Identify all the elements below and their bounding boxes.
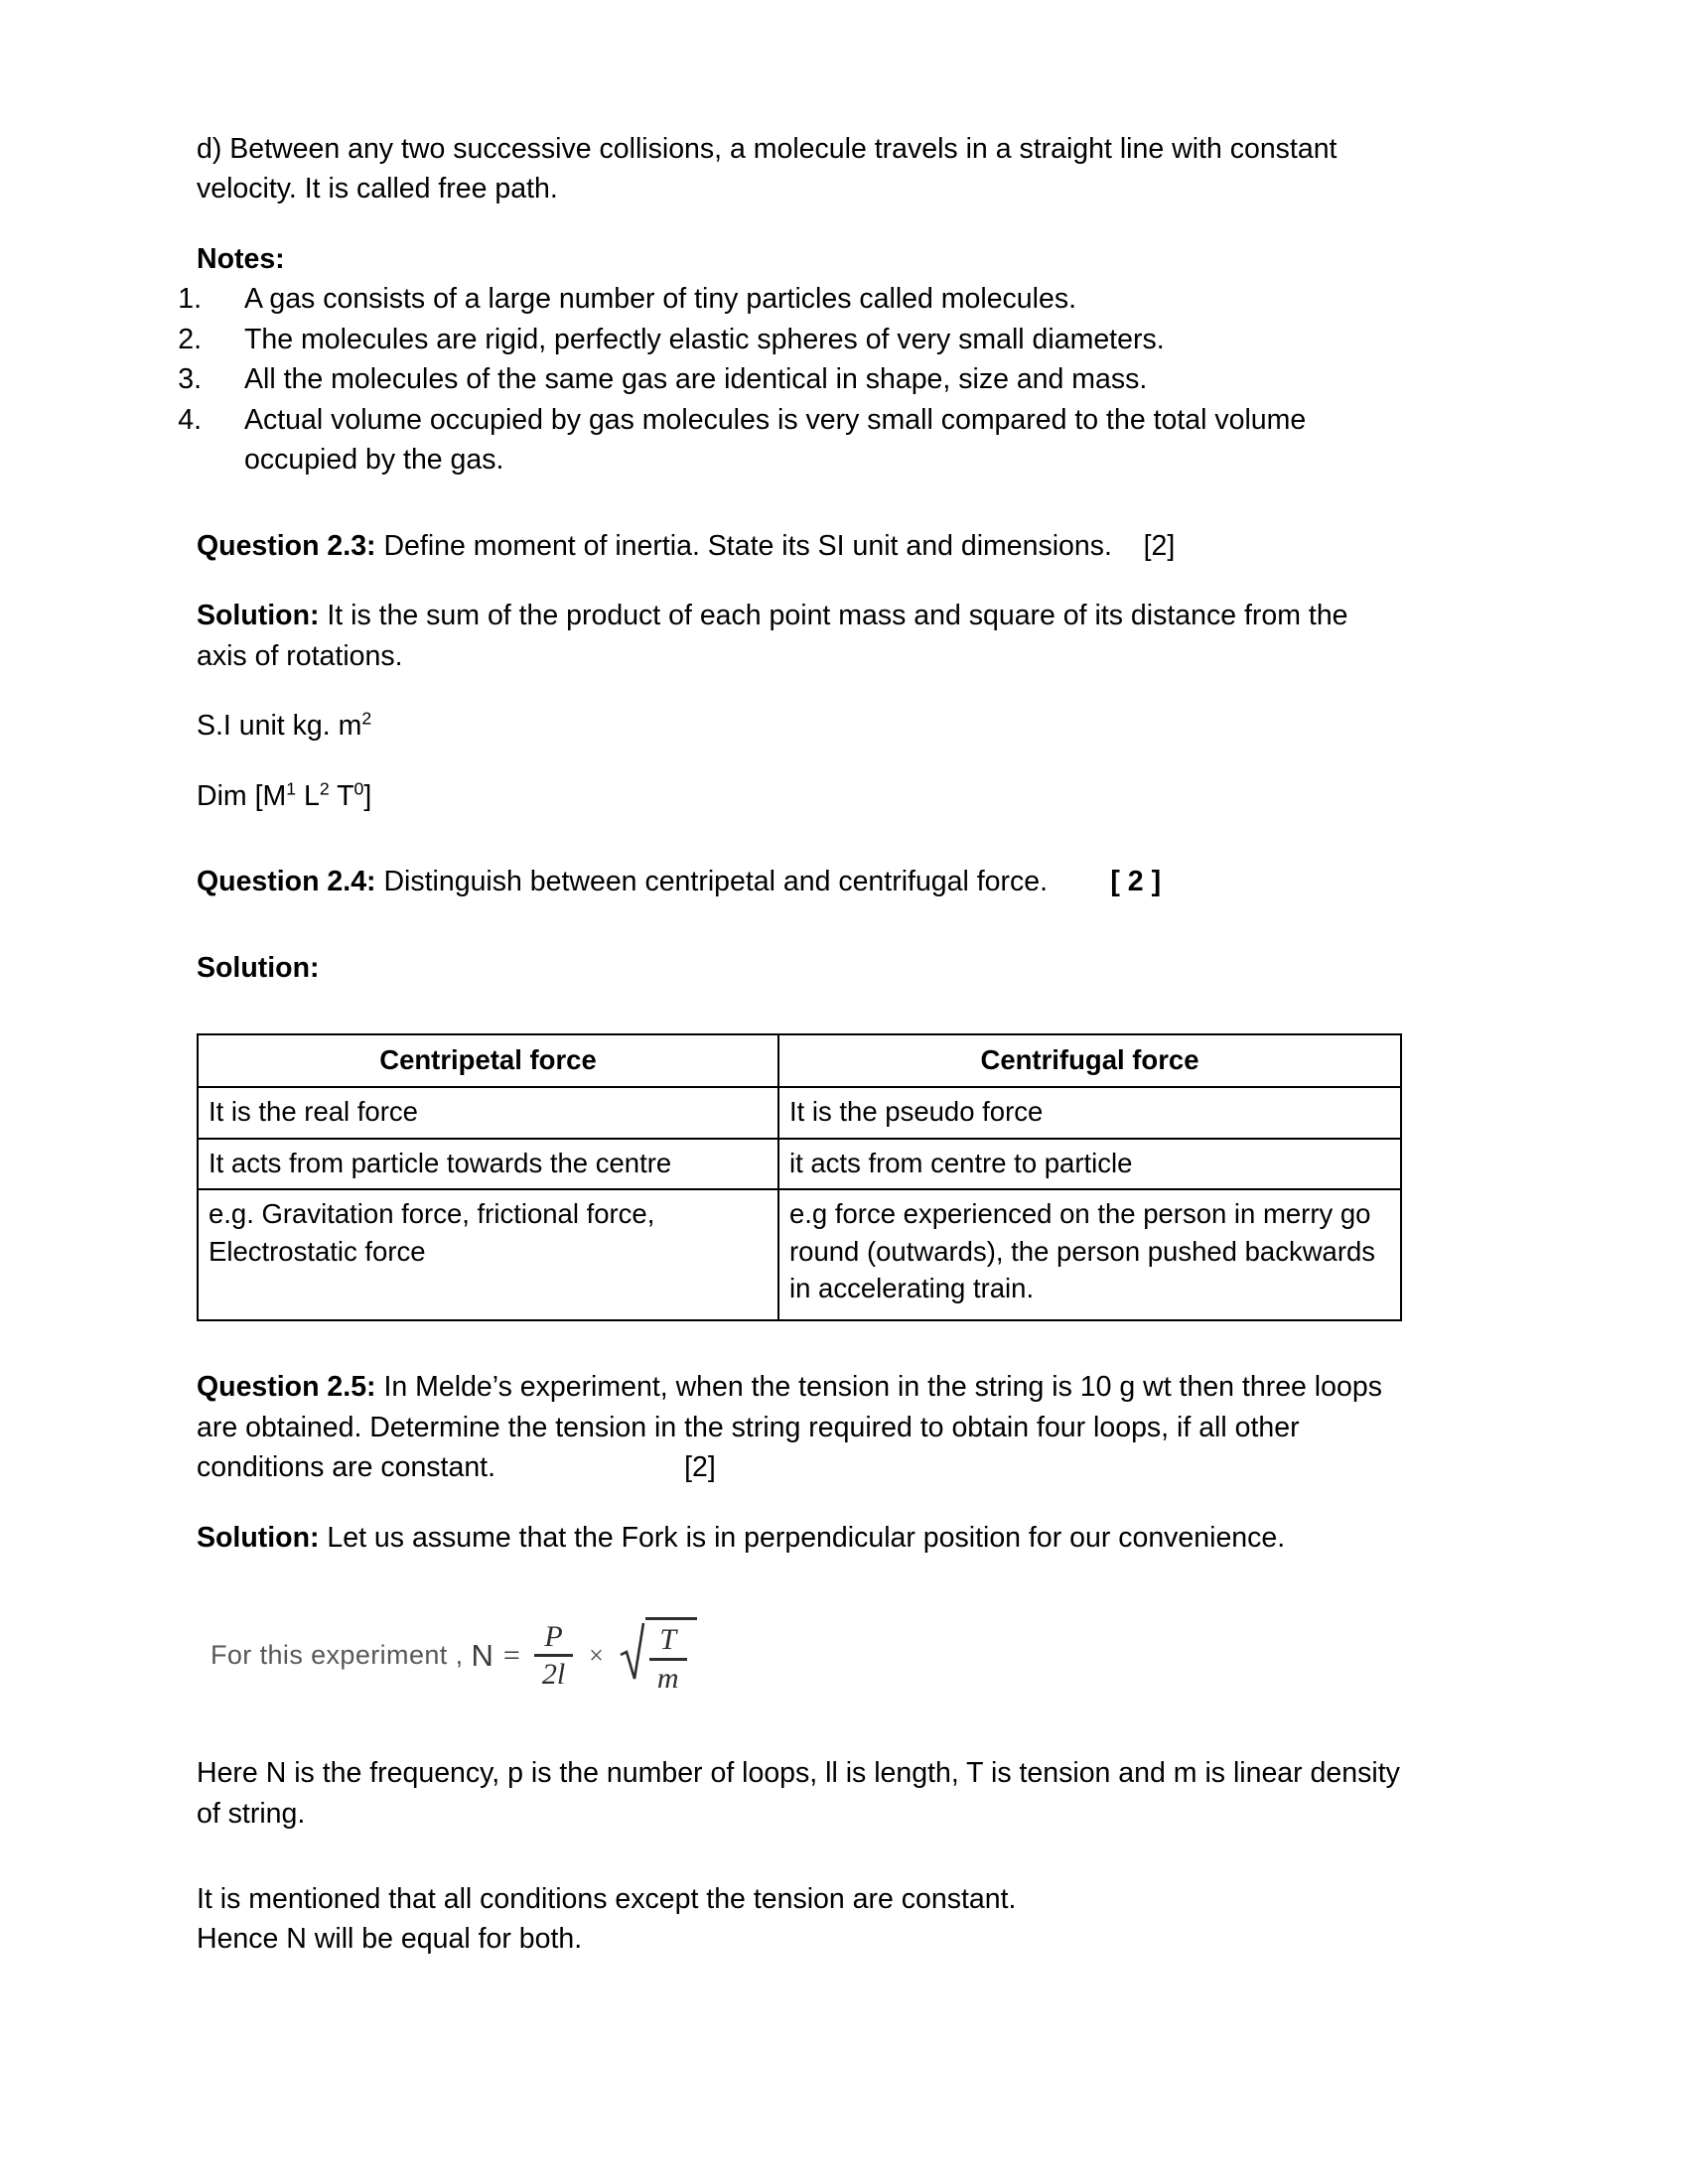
table-cell: it acts from centre to particle bbox=[778, 1139, 1401, 1189]
table-header-centripetal: Centripetal force bbox=[198, 1034, 778, 1087]
spacer bbox=[197, 1558, 1400, 1617]
table-cell: It is the real force bbox=[198, 1087, 778, 1138]
dimensions-prefix: Dim [M bbox=[197, 779, 287, 812]
list-item-number: 4. bbox=[178, 403, 202, 436]
formula-symbol-n: N bbox=[471, 1637, 493, 1673]
table-header-row bbox=[198, 1034, 1401, 1087]
list-item bbox=[178, 279, 1400, 319]
dimensions-mass-exponent: 1 bbox=[286, 778, 297, 799]
question-2-3-label: Question 2.3: bbox=[197, 529, 376, 562]
dimensions-time-exponent: 0 bbox=[353, 778, 364, 799]
melde-frequency-formula bbox=[203, 1617, 1400, 1694]
list-item-text: The molecules are rigid, perfectly elastic spheres of very small diameters. bbox=[244, 323, 1165, 355]
formula-lead-text: For this experiment , bbox=[211, 1640, 464, 1671]
fraction-numerator: P bbox=[544, 1619, 563, 1653]
spacer bbox=[197, 816, 1400, 862]
question-2-3-marks: [2] bbox=[1143, 529, 1176, 562]
marks-gap bbox=[495, 1451, 684, 1483]
question-2-3 bbox=[197, 526, 1400, 566]
list-item bbox=[178, 320, 1400, 359]
intro-paragraph: d) Between any two successive collisions, a molecule travels in a straight line with constant velocity. It is called free path. bbox=[197, 133, 1337, 205]
marks-gap bbox=[1112, 530, 1144, 562]
solution-2-3 bbox=[197, 596, 1400, 676]
solution-2-5-label: Solution: bbox=[197, 1521, 320, 1554]
si-unit-line bbox=[197, 706, 1400, 746]
spacer bbox=[197, 1694, 1400, 1753]
spacer bbox=[197, 209, 1400, 239]
spacer bbox=[197, 480, 1400, 526]
dimensions-suffix: ] bbox=[363, 779, 372, 812]
dimensions-length-exponent: 2 bbox=[319, 778, 330, 799]
notes-heading: Notes: bbox=[197, 242, 285, 275]
table-row bbox=[198, 1139, 1401, 1189]
closing-line-2: Hence N will be equal for both. bbox=[197, 1923, 583, 1956]
formula-fraction-t-over-m bbox=[649, 1624, 687, 1694]
solution-2-3-label: Solution: bbox=[197, 600, 320, 632]
table-row bbox=[198, 1087, 1401, 1138]
question-2-4-text: Distinguish between centripetal and centrifugal force. bbox=[383, 866, 1049, 898]
spacer bbox=[197, 988, 1400, 1033]
si-unit-exponent: 2 bbox=[361, 708, 372, 729]
table-cell: It is the pseudo force bbox=[778, 1087, 1401, 1138]
list-item-text: Actual volume occupied by gas molecules is very small compared to the total volume occupied by the gas. bbox=[244, 403, 1307, 477]
table-cell: It acts from particle towards the centre bbox=[198, 1139, 778, 1189]
multiplication-sign: × bbox=[589, 1640, 604, 1670]
spacer bbox=[197, 1321, 1400, 1367]
notes-list bbox=[178, 279, 1400, 479]
question-2-5 bbox=[197, 1367, 1400, 1487]
formula-equals-sign: = bbox=[502, 1638, 520, 1672]
si-unit-text: S.I unit kg. m bbox=[197, 710, 362, 743]
question-2-5-text: In Melde’s experiment, when the tension in the string is 10 g wt then three loops are obtained. Determine the tension in the string required to obtain four loops, if all other conditions are constant. bbox=[197, 1371, 1382, 1484]
list-item-number: 2. bbox=[178, 323, 202, 355]
formula-square-root bbox=[620, 1617, 697, 1694]
list-item-text: All the molecules of the same gas are identical in shape, size and mass. bbox=[244, 363, 1148, 396]
formula-fraction-p-over-2l bbox=[534, 1621, 573, 1691]
question-2-5-marks: [2] bbox=[684, 1451, 716, 1484]
comparison-table bbox=[197, 1033, 1402, 1321]
question-2-3-text: Define moment of inertia. State its SI unit and dimensions. bbox=[383, 529, 1112, 562]
spacer bbox=[197, 1834, 1400, 1879]
list-item bbox=[178, 400, 1400, 480]
table-cell: e.g force experienced on the person in merry go round (outwards), the person pushed backwards in accelerating train. bbox=[778, 1189, 1401, 1320]
formula-legend: Here N is the frequency, p is the number of loops, ll is length, T is tension and m is linear density of string. bbox=[197, 1757, 1400, 1830]
fraction-denominator: m bbox=[656, 1661, 679, 1695]
dimensions-line bbox=[197, 776, 1400, 816]
document-content bbox=[178, 129, 1400, 1960]
marks-gap bbox=[1048, 866, 1110, 897]
table-cell: e.g. Gravitation force, frictional force, Electrostatic force bbox=[198, 1189, 778, 1320]
fraction-numerator: T bbox=[659, 1623, 676, 1657]
spacer bbox=[197, 1488, 1400, 1518]
question-2-4 bbox=[197, 862, 1400, 901]
spacer bbox=[197, 902, 1400, 948]
question-2-4-label: Question 2.4: bbox=[197, 866, 376, 898]
fraction-denominator: 2l bbox=[541, 1658, 566, 1692]
solution-2-4-label: Solution: bbox=[197, 951, 320, 984]
solution-2-5 bbox=[197, 1518, 1400, 1558]
solution-2-4-label-row bbox=[197, 948, 1400, 988]
list-item-number: 1. bbox=[178, 283, 202, 316]
radicand bbox=[645, 1617, 697, 1694]
spacer bbox=[197, 747, 1400, 776]
dimensions-length-symbol: L bbox=[296, 779, 320, 812]
list-item-text: A gas consists of a large number of tiny particles called molecules. bbox=[244, 283, 1076, 316]
spacer bbox=[197, 676, 1400, 706]
table-row bbox=[198, 1189, 1401, 1320]
list-item-number: 3. bbox=[178, 363, 202, 396]
question-2-5-label: Question 2.5: bbox=[197, 1371, 376, 1404]
spacer bbox=[197, 566, 1400, 596]
radical-icon bbox=[620, 1619, 645, 1696]
solution-2-3-text: It is the sum of the product of each point mass and square of its distance from the axis of rotations. bbox=[197, 600, 1348, 672]
list-item bbox=[178, 359, 1400, 399]
question-2-4-marks: [ 2 ] bbox=[1110, 866, 1162, 898]
dimensions-time-symbol: T bbox=[329, 779, 354, 812]
solution-2-5-text: Let us assume that the Fork is in perpendicular position for our convenience. bbox=[327, 1521, 1286, 1554]
closing-line-1: It is mentioned that all conditions except the tension are constant. bbox=[197, 1883, 1017, 1916]
formula-block bbox=[197, 1617, 1400, 1694]
table-header-centrifugal: Centrifugal force bbox=[778, 1034, 1401, 1087]
